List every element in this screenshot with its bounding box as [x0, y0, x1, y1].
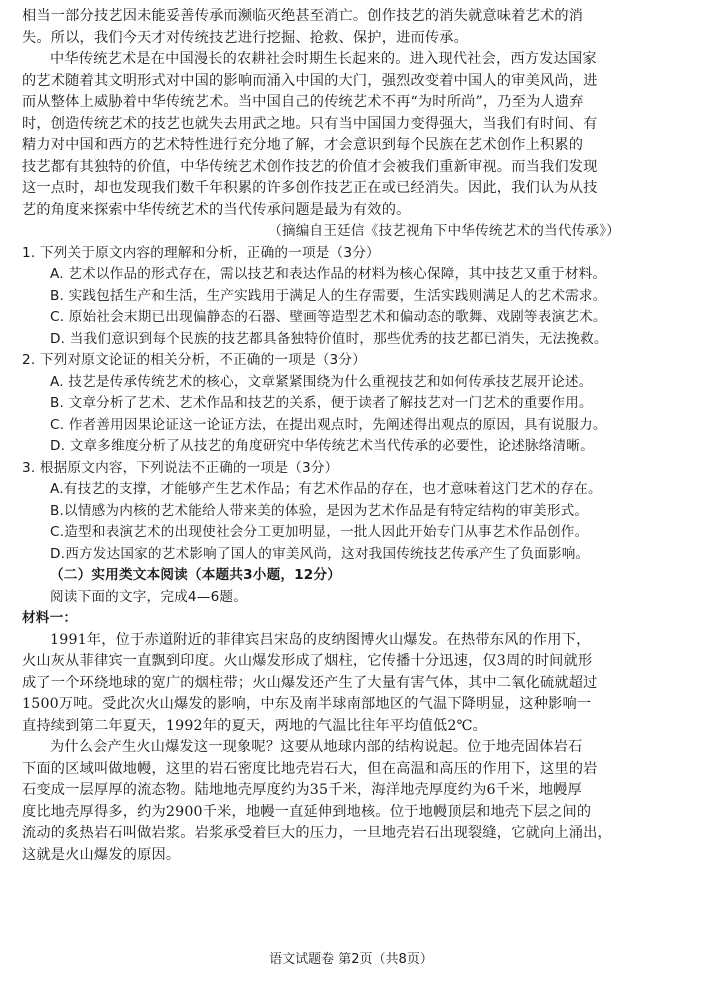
question-3 — [22, 458, 680, 566]
question-1 — [22, 243, 680, 351]
option-b[interactable]: B. 实践包括生产和生活，生产实践用于满足人的生存需要，生活实践则满足人的艺术需求。 — [50, 287, 607, 304]
passage-line: 成了一个环绕地球的宽广的烟柱带；火山爆发还产生了大量有害气体，其中二氧化硫就超过 — [22, 674, 598, 691]
passage-line: 石变成一层厚厚的流态物。陆地地壳厚度约为35千米，海洋地壳厚度约为6千米，地幔厚 — [22, 782, 583, 798]
question-stem: 2. 下列对原文论证的相关分析，不正确的一项是（3分） — [22, 352, 366, 368]
passage-line: 直持续到第二年夏天，1992年的夏天，两地的气温比往年平均值低2℃。 — [22, 717, 488, 734]
option-b[interactable]: B. 文章分析了艺术、艺术作品和技艺的关系，便于读者了解技艺对一门艺术的重要作用。 — [50, 395, 593, 411]
passage-line: 时，创造传统艺术的技艺也就失去用武之地。只有当中国国力变得强大，当我们有时间、有 — [22, 115, 598, 132]
option-c[interactable]: C. 原始社会末期已出现偏静态的石器、壁画等造型艺术和偏动态的歌舞、戏剧等表演艺术。 — [50, 309, 607, 325]
question-stem: 3. 根据原文内容，下列说法不正确的一项是（3分） — [22, 459, 339, 476]
option-d[interactable]: D. 当我们意识到每个民族的技艺都具备独特价值时，那些优秀的技艺都已消失，无法挽救。 — [50, 330, 608, 347]
passage-line: 这一点时，却也发现我们数千年积累的许多创作技艺正在或已经消失。因此，我们认为从技 — [22, 180, 598, 196]
question-2 — [22, 350, 680, 458]
passage-line: 1991年，位于赤道附近的菲律宾吕宋岛的皮纳图博火山爆发。在热带东风的作用下， — [50, 631, 591, 648]
passage-line: 这就是火山爆发的原因。 — [22, 846, 181, 863]
question-stem: 1. 下列关于原文内容的理解和分析，正确的一项是（3分） — [22, 244, 380, 261]
option-a[interactable]: A.有技艺的支撑，才能够产生艺术作品；有艺术作品的存在，也才意味着这门艺术的存在。 — [50, 481, 602, 497]
option-a[interactable]: A. 艺术以作品的形式存在，需以技艺和表达作品的材料为核心保障，其中技艺又重于材料。 — [50, 266, 607, 282]
passage-line: 为什么会产生火山爆发这一现象呢？这要从地球内部的结构说起。位于地壳固体岩石 — [50, 739, 583, 755]
option-a[interactable]: A. 技艺是传承传统艺术的核心，文章紧紧围绕为什么重视技艺和如何传承技艺展开论述。 — [50, 373, 593, 390]
material-label: 材料一： — [22, 610, 78, 626]
passage-line: 而从整体上威胁着中华传统艺术。当中国自己的传统艺术不再“为时所尚”，乃至为人遗弃 — [22, 94, 584, 110]
option-c[interactable]: C. 作者善用因果论证这一论证方法，在提出观点时，先阐述得出观点的原因，具有说服力。 — [50, 416, 607, 433]
passage-line: 火山灰从菲律宾一直飘到印度。火山爆发形成了烟柱，它传播十分迅速，仅3周的时间就形 — [22, 653, 593, 669]
passage-line: 1500万吨。受此次火山爆发的影响，中东及南半球南部地区的气温下降明显，这种影响一 — [22, 696, 592, 712]
passage-line: 流动的炙热岩石叫做岩浆。岩浆承受着巨大的压力，一旦地壳岩石出现裂缝，它就向上涌出， — [22, 825, 612, 841]
passage-line: 技艺都有其独特的价值，中华传统艺术创作技艺的价值才会被我们重新审视。而当我们发现 — [22, 158, 598, 175]
passage-line: 度比地壳厚得多，约为2900千米，地幔一直延伸到地核。位于地幔顶层和地壳下层之间的 — [22, 803, 592, 820]
passage-source: （摘编自王廷信《技艺视角下中华传统艺术的当代传承》） — [268, 223, 620, 239]
passage-line: 的艺术随着其文明形式对中国的影响而涌入中国的大门，强烈改变着中国人的审美风尚，进 — [22, 72, 598, 89]
passage-line: 失。所以，我们今天才对传统技艺进行挖掘、抢救、保护，进而传承。 — [22, 29, 469, 46]
section-instruction: 阅读下面的文字，完成4—6题。 — [50, 588, 248, 605]
passage-line: 相当一部分技艺因未能妥善传承而濒临灭绝甚至消亡。创作技艺的消失就意味着艺术的消 — [22, 8, 584, 24]
passage2 — [22, 630, 680, 867]
option-c[interactable]: C.造型和表演艺术的出现使社会分工更加明显，一批人因此开始专门从事艺术作品创作。 — [50, 524, 589, 540]
passage-line: 精力对中国和西方的艺术特性进行充分地了解，才会意识到每个民族在艺术创作上积累的 — [22, 137, 584, 153]
passage-line: 艺的角度来探索中华传统艺术的当代传承问题是最为有效的。 — [22, 201, 411, 218]
page-footer: 语文试题卷 第2页（共8页） — [269, 952, 433, 967]
passage1 — [22, 6, 680, 243]
section-title: （二）实用类文本阅读（本题共3小题，12分） — [50, 567, 342, 583]
option-d[interactable]: D. 文章多维度分析了从技艺的角度研究中华传统艺术当代传承的必要性，论述脉络清晰。 — [50, 438, 594, 454]
passage-line: 中华传统艺术是在中国漫长的农耕社会时期生长起来的。进入现代社会，西方发达国家 — [50, 51, 597, 67]
option-d[interactable]: D.西方发达国家的艺术影响了国人的审美风尚，这对我国传统技艺传承产生了负面影响。 — [50, 545, 590, 562]
passage-line: 下面的区域叫做地幔，这里的岩石密度比地壳岩石大，但在高温和高压的作用下，这里的岩 — [22, 760, 598, 777]
section-2-header — [22, 565, 680, 630]
option-b[interactable]: B.以情感为内核的艺术能给人带来美的体验，是因为艺术作品是有特定结构的审美形式。 — [50, 502, 589, 519]
